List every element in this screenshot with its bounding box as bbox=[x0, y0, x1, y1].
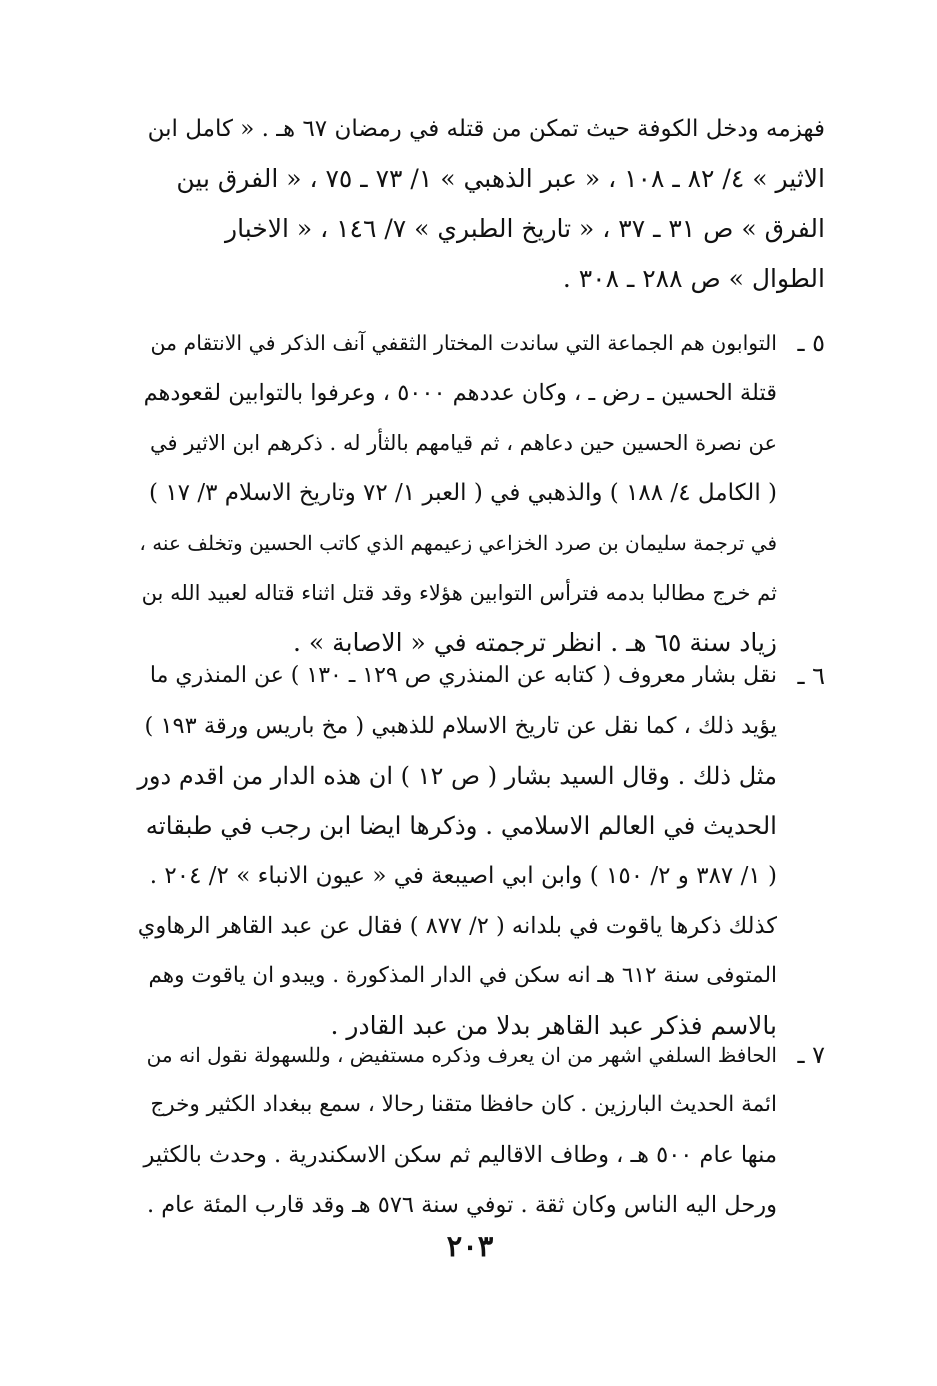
text-line: في ترجمة سليمان بن صرد الخزاعي زعيمهم الذي كاتب الحسين وتخلف عنه ، bbox=[139, 531, 777, 555]
text-line: كذلك ذكرها ياقوت في بلدانه ( ٢/ ٨٧٧ ) فقال عن عبد القاهر الرهاوي bbox=[137, 913, 777, 939]
text-line: ثم خرج مطالبا بدمه فترأس التوابين هؤلاء وقد قتل اثناء قتاله لعبيد الله بن bbox=[141, 581, 777, 605]
note-number-5: ٥ ـ bbox=[797, 329, 825, 357]
text-line: ائمة الحديث البارزين . كان حافظا متقنا رحالا ، سمع ببغداد الكثير وخرج bbox=[150, 1092, 777, 1117]
page-number: ٢٠٣ bbox=[446, 1229, 494, 1263]
text-line: زياد سنة ٦٥ هـ . انظر ترجمته في « الاصابة » . bbox=[293, 628, 777, 657]
text-line: ( الكامل ٤/ ١٨٨ ) والذهبي في ( العبر ١/ ٧٢ وتاريخ الاسلام ٣/ ١٧ ) bbox=[149, 480, 777, 506]
text-line: الفرق » ص ٣١ ـ ٣٧ ، « تاريخ الطبري » ٧/ ١٤٦ ، « الاخبار bbox=[225, 214, 825, 243]
text-line: نقل بشار معروف ( كتابه عن المنذري ص ١٢٩ ـ ١٣٠ ) عن المنذري ما bbox=[149, 663, 777, 688]
text-line: منها عام ٥٠٠ هـ ، وطاف الاقاليم ثم سكن الاسكندرية . وحدث بالكثير bbox=[143, 1142, 777, 1168]
note-5-paragraph bbox=[137, 318, 777, 668]
note-6-paragraph bbox=[137, 651, 777, 1051]
text-line: المتوفى سنة ٦١٢ هـ انه سكن في الدار المذكورة . ويبدو ان ياقوت وهم bbox=[148, 963, 777, 988]
continuation-paragraph bbox=[145, 104, 825, 304]
text-line: التوابون هم الجماعة التي ساندت المختار الثقفي آنف الذكر في الانتقام من bbox=[150, 331, 777, 355]
note-number-7: ٧ ـ bbox=[797, 1041, 825, 1069]
text-line: مثل ذلك . وقال السيد بشار ( ص ١٢ ) ان هذه الدار من اقدم دور bbox=[137, 762, 777, 790]
text-line: يؤيد ذلك ، كما نقل عن تاريخ الاسلام للذهبي ( مخ باريس ورقة ١٩٣ ) bbox=[144, 713, 777, 739]
text-line: ( ١/ ٣٨٧ و ٢/ ١٥٠ ) وابن ابي اصيبعة في « عيون الانباء » ٢/ ٢٠٤ . bbox=[149, 863, 777, 889]
note-7-paragraph bbox=[137, 1030, 777, 1230]
text-line: الحافظ السلفي اشهر من ان يعرف وذكره مستفيض ، وللسهولة نقول انه من bbox=[146, 1043, 777, 1067]
text-line: الطوال » ص ٢٨٨ ـ ٣٠٨ . bbox=[562, 264, 825, 293]
text-line: الاثير » ٤/ ٨٢ ـ ١٠٨ ، « عبر الذهبي » ١/ ٧٣ ـ ٧٥ ، « الفرق بين bbox=[176, 164, 825, 193]
text-line: بالاسم فذكر عبد القاهر بدلا من عبد القادر . bbox=[330, 1011, 777, 1040]
text-line: الحديث في العالم الاسلامي . وذكرها ايضا ابن رجب في طبقاته bbox=[145, 811, 777, 840]
text-line: عن نصرة الحسين حين دعاهم ، ثم قيامهم بالثأر له . ذكرهم ابن الاثير في bbox=[150, 431, 777, 455]
text-line: قتلة الحسين ـ رض ـ ، وكان عددهم ٥٠٠٠ ، وعرفوا بالتوابين لقعودهم bbox=[143, 380, 777, 406]
note-number-6: ٦ ـ bbox=[797, 662, 825, 690]
text-line: فهزمه ودخل الكوفة حيث تمكن من قتله في رمضان ٦٧ هـ . « كامل ابن bbox=[147, 116, 825, 142]
text-line: ورحل اليه الناس وكان ثقة . توفي سنة ٥٧٦ هـ وقد قارب المئة عام . bbox=[146, 1192, 777, 1218]
